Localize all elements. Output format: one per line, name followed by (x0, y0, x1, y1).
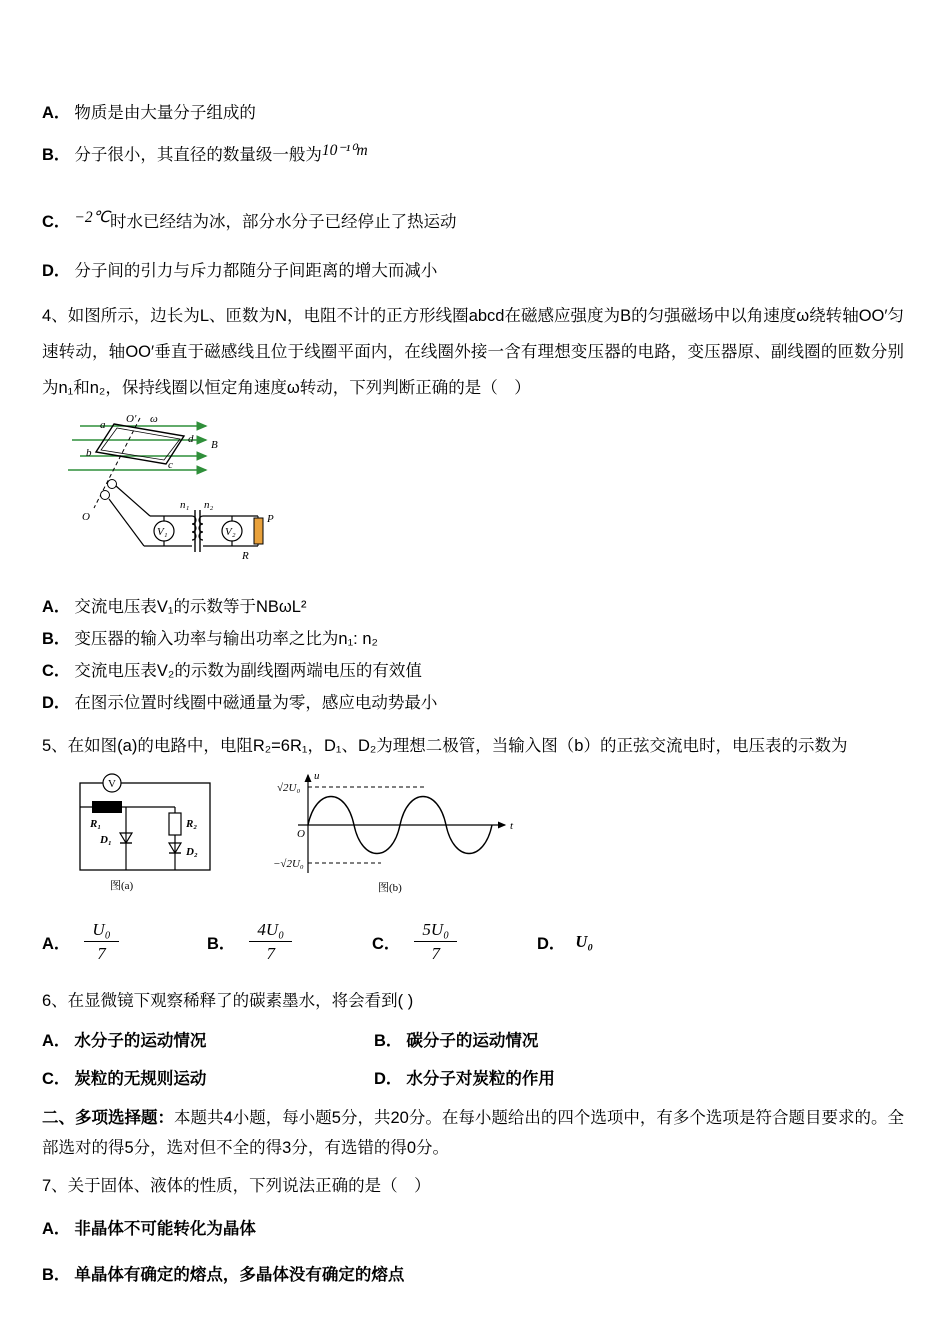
section2-text: 本题共4小题，每小题5分，共20分。在每小题给出的四个选项中，有多个选项是符合题目要求的。全部选对的得5分，选对但不全的得3分，有选错的得0分。 (42, 1108, 904, 1157)
option-label: C． (42, 1069, 71, 1088)
option-label: B． (374, 1031, 403, 1050)
q3-option-d (42, 258, 904, 284)
option-label: A． (42, 1031, 71, 1050)
option-label: C． (372, 934, 401, 953)
label-b: b (86, 447, 92, 459)
label-a: a (100, 419, 106, 431)
fraction-denominator: 7 (97, 944, 106, 964)
option-label: D． (42, 694, 71, 712)
fraction-denominator: 7 (431, 944, 441, 964)
q5-figure-a (60, 765, 235, 905)
label-peak-positive: √2U₀ (277, 782, 301, 794)
option-label: C． (42, 213, 71, 231)
option-label: B． (207, 934, 236, 953)
sine-wave-plot (273, 765, 523, 900)
q6-option-b (374, 1027, 904, 1051)
option-text: 水分子的运动情况 (74, 1031, 207, 1050)
q6-option-c (42, 1065, 374, 1089)
q4-option-d (42, 687, 904, 719)
label-o: O (82, 511, 90, 523)
q3-option-b (42, 142, 904, 169)
rectifier-circuit-diagram (60, 765, 235, 900)
label-B: B (211, 439, 218, 451)
label-peak-negative: −√2U₀ (273, 858, 304, 870)
option-label: B． (42, 630, 71, 648)
option-text: 交流电压表V₁的示数等于NBωL² (74, 598, 307, 616)
q4-option-b (42, 623, 904, 655)
q5-option-d (537, 930, 593, 954)
label-d: d (188, 433, 194, 445)
section2-header (42, 1103, 904, 1163)
fraction (249, 919, 292, 965)
option-text: 分子很小，其直径的数量级一般为 (74, 146, 322, 164)
math-expression: −2℃ (74, 209, 111, 226)
option-text: 变压器的输入功率与输出功率之比为n₁: n₂ (74, 630, 378, 648)
label-n1: n₁ (180, 499, 190, 511)
option-text: 炭粒的无规则运动 (74, 1069, 207, 1088)
math-expression: 10⁻¹⁰m (321, 142, 368, 159)
fraction-denominator: 7 (266, 944, 276, 964)
option-label: A． (42, 1219, 71, 1238)
label-r1: R₁ (90, 818, 102, 830)
option-text: 交流电压表V₂的示数为副线圈两端电压的有效值 (74, 662, 422, 680)
label-u-axis: u (314, 770, 320, 782)
label-v1: V₁ (157, 526, 168, 538)
option-text: 非晶体不可能转化为晶体 (74, 1219, 256, 1238)
q5-option-b (207, 919, 372, 965)
q5-stem: 5、在如图(a)的电路中，电阻R₂=6R₁，D₁、D₂为理想二极管，当输入图（b）的正弦交流电时，电压表的示数为 (42, 737, 848, 755)
q4-option-c (42, 655, 904, 687)
q3-option-c (42, 209, 904, 236)
option-label: D． (42, 262, 71, 280)
label-n2: n₂ (204, 499, 214, 511)
q7-option-b (42, 1261, 904, 1285)
option-label: B． (42, 146, 71, 164)
option-text: 物质是由大量分子组成的 (74, 104, 256, 122)
label-v2: V₂ (225, 526, 236, 538)
fraction (414, 919, 457, 965)
option-label: A． (42, 934, 71, 953)
q7-option-a (42, 1215, 904, 1239)
label-voltmeter: V (108, 778, 116, 790)
fraction (84, 919, 118, 965)
fraction-numerator: U₀ (84, 919, 118, 942)
label-origin: O (297, 828, 305, 840)
q7-stem: 7、关于固体、液体的性质，下列说法正确的是（ ） (42, 1176, 431, 1195)
q4-options (42, 591, 904, 719)
label-r2: R₂ (186, 818, 198, 830)
option-label: B． (42, 1265, 71, 1284)
label-r: R (242, 550, 249, 562)
label-t-axis: t (510, 820, 514, 832)
q6-option-a (42, 1027, 374, 1051)
option-label: A． (42, 104, 71, 122)
option-text: 单晶体有确定的熔点，多晶体没有确定的熔点 (74, 1265, 405, 1284)
option-text: 在图示位置时线圈中磁通量为零，感应电动势最小 (74, 694, 438, 712)
figure-b-caption: 图(b) (378, 882, 402, 894)
fraction-numerator: 5U₀ (414, 919, 457, 942)
option-text: 时水已经结为冰，部分水分子已经停止了热运动 (110, 213, 457, 231)
option-label: D． (374, 1069, 403, 1088)
fraction-numerator: 4U₀ (249, 919, 292, 942)
label-o-prime: O′ (126, 413, 137, 425)
section2-lead: 二、多项选择题： (42, 1108, 175, 1127)
q5-figure-b (273, 765, 523, 905)
label-p: P (267, 513, 274, 525)
q5-figures (48, 765, 904, 907)
option-text: U₀ (575, 931, 594, 951)
label-c: c (168, 459, 173, 471)
label-omega: ω (150, 413, 158, 425)
label-d1: D₁ (100, 834, 112, 846)
q3-option-a (42, 100, 904, 126)
q5-option-a (42, 919, 207, 965)
q4-option-a (42, 591, 904, 623)
q6-option-d (374, 1065, 904, 1089)
q4-stem: 4、如图所示，边长为L、匝数为N，电阻不计的正方形线圈abcd在磁感应强度为B的匀强磁场中以角速度ω绕转轴OO′匀速转动，轴OO′垂直于磁感线且位于线圈平面内，在线圈外接一含有理想变压器的电路，变压器原、副线圈的匝数分别为n₁和n₂，保持线圈以恒定角速度ω转动，下列判断正确的是（ ） (42, 307, 904, 397)
q4-figure (54, 412, 904, 589)
figure-a-caption: 图(a) (110, 880, 134, 892)
q5-options (42, 919, 904, 965)
q5-option-c (372, 919, 537, 965)
q6-options (42, 1027, 904, 1089)
option-text: 水分子对炭粒的作用 (406, 1069, 555, 1088)
option-label: D． (537, 934, 566, 953)
option-text: 碳分子的运动情况 (406, 1031, 539, 1050)
q6-stem: 6、在显微镜下观察稀释了的碳素墨水，将会看到( ) (42, 991, 414, 1010)
option-text: 分子间的引力与斥力都随分子间距离的增大而减小 (74, 262, 438, 280)
coil-transformer-diagram (54, 412, 289, 584)
option-label: C． (42, 662, 71, 680)
label-d2: D₂ (186, 846, 198, 858)
option-label: A． (42, 598, 71, 616)
